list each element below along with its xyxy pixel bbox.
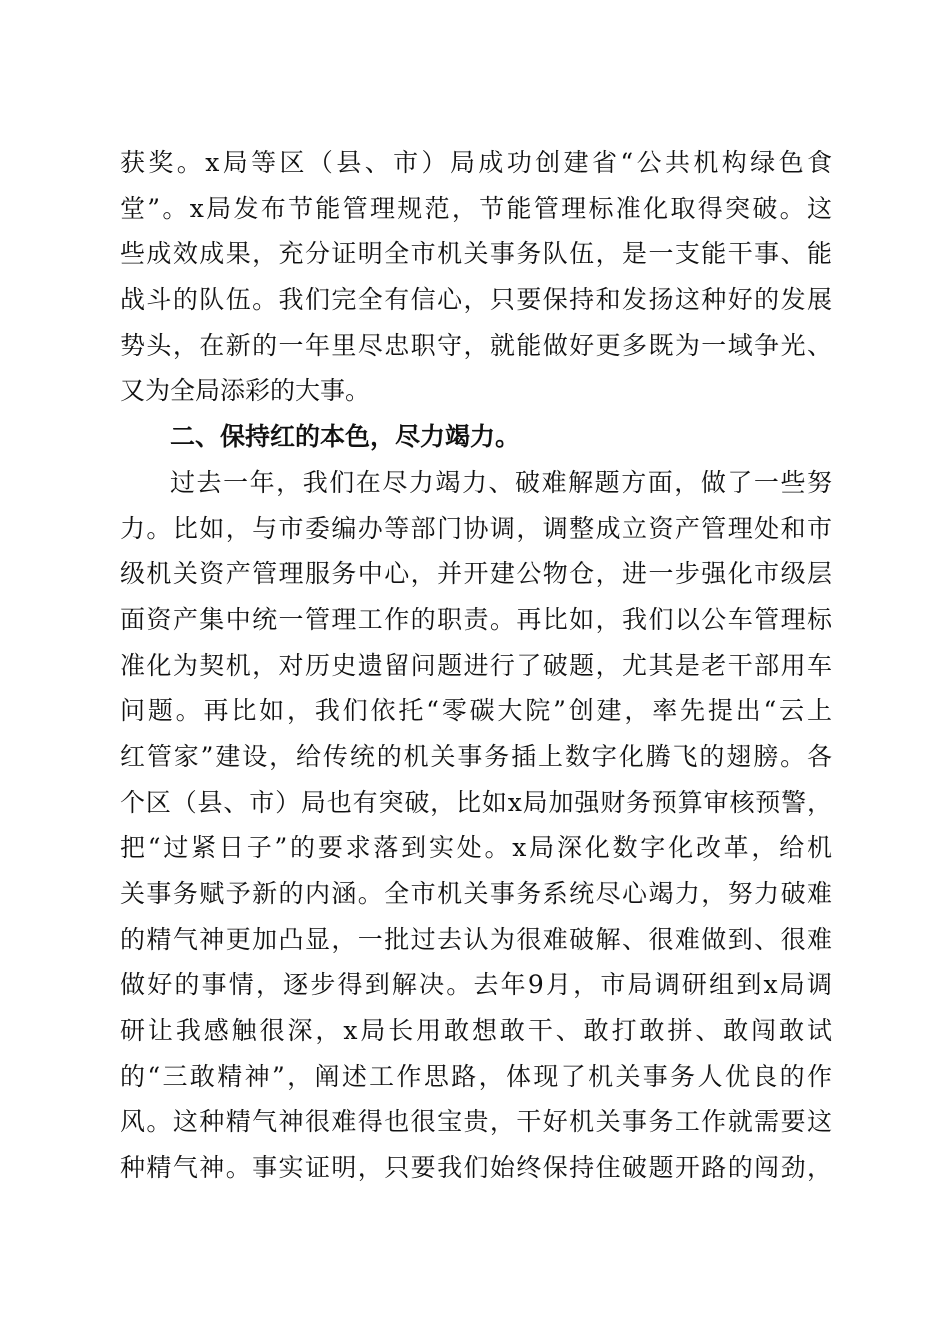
paragraph-line: 把“过紧日子”的要求落到实处。x局深化数字化改革，给机 [120, 833, 832, 863]
paragraph-efforts [120, 460, 832, 1191]
paragraph-line: 又为全局添彩的大事。 [120, 376, 371, 406]
paragraph-line: 的精气神更加凸显，一批过去认为很难破解、很难做到、很难 [120, 924, 832, 954]
paragraph-line: 堂”。x局发布节能管理规范，节能管理标准化取得突破。这 [120, 193, 832, 223]
paragraph-line: 风。这种精气神很难得也很宝贵，干好机关事务工作就需要这 [120, 1107, 832, 1137]
paragraph-line: 红管家”建设，给传统的机关事务插上数字化腾飞的翅膀。各 [120, 741, 832, 771]
section-heading: 二、保持红的本色，尽力竭力。 [170, 422, 521, 452]
paragraph-line: 研让我感触很深，x局长用敢想敢干、敢打敢拼、敢闯敢试 [120, 1016, 832, 1046]
paragraph-line: 势头，在新的一年里尽忠职守，就能做好更多既为一域争光、 [120, 330, 832, 360]
paragraph-line: 准化为契机，对历史遗留问题进行了破题，尤其是老干部用车 [120, 650, 832, 680]
paragraph-line: 些成效成果，充分证明全市机关事务队伍，是一支能干事、能 [120, 239, 832, 269]
paragraph-line: 关事务赋予新的内涵。全市机关事务系统尽心竭力，努力破难 [120, 879, 832, 908]
paragraph-line: 战斗的队伍。我们完全有信心，只要保持和发扬这种好的发展 [120, 285, 832, 315]
paragraph-line: 问题。再比如，我们依托“零碳大院”创建，率先提出“云上 [120, 696, 832, 726]
paragraph-line: 做好的事情，逐步得到解决。去年9月，市局调研组到x局调 [120, 970, 832, 1000]
paragraph-line: 力。比如，与市委编办等部门协调，调整成立资产管理处和市 [120, 513, 832, 543]
paragraph-line: 面资产集中统一管理工作的职责。再比如，我们以公车管理标 [120, 604, 832, 634]
paragraph-line: 种精气神。事实证明，只要我们始终保持住破题开路的闯劲， [120, 1153, 832, 1183]
paragraph-line: 获奖。x局等区（县、市）局成功创建省“公共机构绿色食 [120, 148, 832, 177]
paragraph-line: 级机关资产管理服务中心，并开建公物仓，进一步强化市级层 [120, 559, 832, 589]
paragraph-line: 的“三敢精神”，阐述工作思路，体现了机关事务人优良的作 [120, 1061, 832, 1091]
paragraph-line: 个区（县、市）局也有突破，比如x局加强财务预算审核预警， [120, 787, 832, 817]
document-body [120, 140, 832, 1191]
paragraph-line: 过去一年，我们在尽力竭力、破难解题方面，做了一些努 [170, 467, 832, 497]
paragraph-achievements [120, 140, 832, 414]
